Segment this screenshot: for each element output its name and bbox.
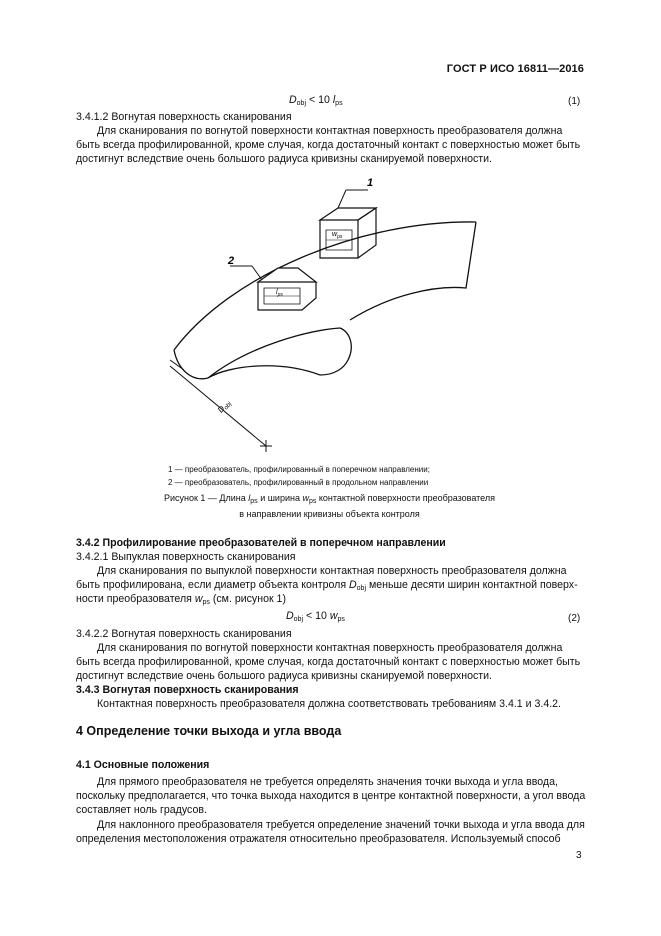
paragraph-line: Для прямого преобразователя не требуется определять значения точки выхода и угла ввода, (97, 776, 558, 788)
right-edge (350, 222, 476, 320)
figure-1-drawing (150, 170, 510, 460)
page-number: 3 (576, 850, 582, 861)
paragraph-line: определения местоположения отражателя относительно преобразователя. Используемый способ (76, 833, 561, 845)
outer-arc (174, 222, 476, 350)
document-id: ГОСТ Р ИСО 16811—2016 (446, 63, 584, 75)
figure-label-1: 1 (367, 177, 374, 189)
section-3-4-3-heading: 3.4.3 Вогнутая поверхность сканирования (76, 684, 299, 696)
paragraph-line: достигнут вследствие очень большого радиуса кривизны сканируемой поверхности. (76, 670, 492, 682)
section-4-heading: 4 Определение точки выхода и угла ввода (76, 724, 342, 738)
subsection-3-4-2-2-heading: 3.4.2.2 Вогнутая поверхность сканирования (76, 628, 292, 640)
figure-legend-1: 1 — преобразователь, профилированный в поперечном направлении; (168, 465, 430, 474)
formula-1: $D_{obj} < 10$ $l_{ps}$ (289, 94, 343, 107)
subsection-3-4-2-1-heading: 3.4.2.1 Выпуклая поверхность сканирования (76, 551, 296, 563)
paragraph-line: быть всегда профилированной, кроме случая, когда достаточный контакт с поверхностью может быть (76, 656, 581, 668)
paragraph-line: быть профилирована, если диаметр объекта контроля $D_{obj}$ меньше десяти ширин контактной поверх- (76, 579, 578, 592)
paragraph-line: составляет ноль градусов. (76, 804, 207, 816)
probe-2-l-label: $l_{ps}$ (276, 289, 283, 298)
probe-1 (320, 208, 376, 258)
inner-bottom-arc (208, 366, 320, 378)
formula-1-number: (1) (568, 96, 581, 107)
paragraph-line: Контактная поверхность преобразователя должна соответствовать требованиям 3.4.1 и 3.4.2. (97, 698, 561, 710)
left-end (174, 350, 208, 379)
formula-2-number: (2) (568, 613, 581, 624)
paragraph-line: Для сканирования по вогнутой поверхности контактная поверхность преобразователя должна (97, 125, 563, 137)
paragraph-line: быть всегда профилированной, кроме случая, когда достаточный контакт с поверхностью может быть (76, 139, 581, 151)
right-end-curl (320, 328, 351, 375)
diameter-label: $D_{obj}$ (215, 401, 234, 415)
subsection-3-4-1-2-heading: 3.4.1.2 Вогнутая поверхность сканирования (76, 111, 292, 123)
paragraph-line: ности преобразователя $w_{ps}$ (см. рисунок 1) (76, 593, 286, 606)
section-4-1-heading: 4.1 Основные положения (76, 759, 210, 771)
figure-label-2: 2 (228, 255, 235, 267)
paragraph-line: поскольку предполагается, что точка выхода находится в центре контактной поверхности, а угол ввода (76, 790, 586, 802)
paragraph-line: Для наклонного преобразователя требуется определение значений точки выхода и угла ввода для (97, 819, 585, 831)
paragraph-line: достигнут вследствие очень большого радиуса кривизны сканируемой поверхности. (76, 153, 492, 165)
figure-caption: Рисунок 1 — Длина $l_{ps}$ и ширина $w_{ps}$ контактной поверхности преобразователя в направлении кривизны объекта контроля (163, 493, 496, 519)
figure-legend-2: 2 — преобразователь, профилированный в продольном направлении (168, 478, 429, 487)
probe-1-w-label: $w_{ps}$ (332, 231, 343, 240)
section-3-4-2-heading: 3.4.2 Профилирование преобразователей в поперечном направлении (76, 537, 446, 549)
paragraph-line: Для сканирования по выпуклой поверхности контактная поверхность преобразователя должна (97, 565, 567, 577)
paragraph-line: Для сканирования по вогнутой поверхности контактная поверхность преобразователя должна (97, 642, 563, 654)
formula-2: $D_{obj} < 10$ $w_{ps}$ (286, 610, 345, 623)
